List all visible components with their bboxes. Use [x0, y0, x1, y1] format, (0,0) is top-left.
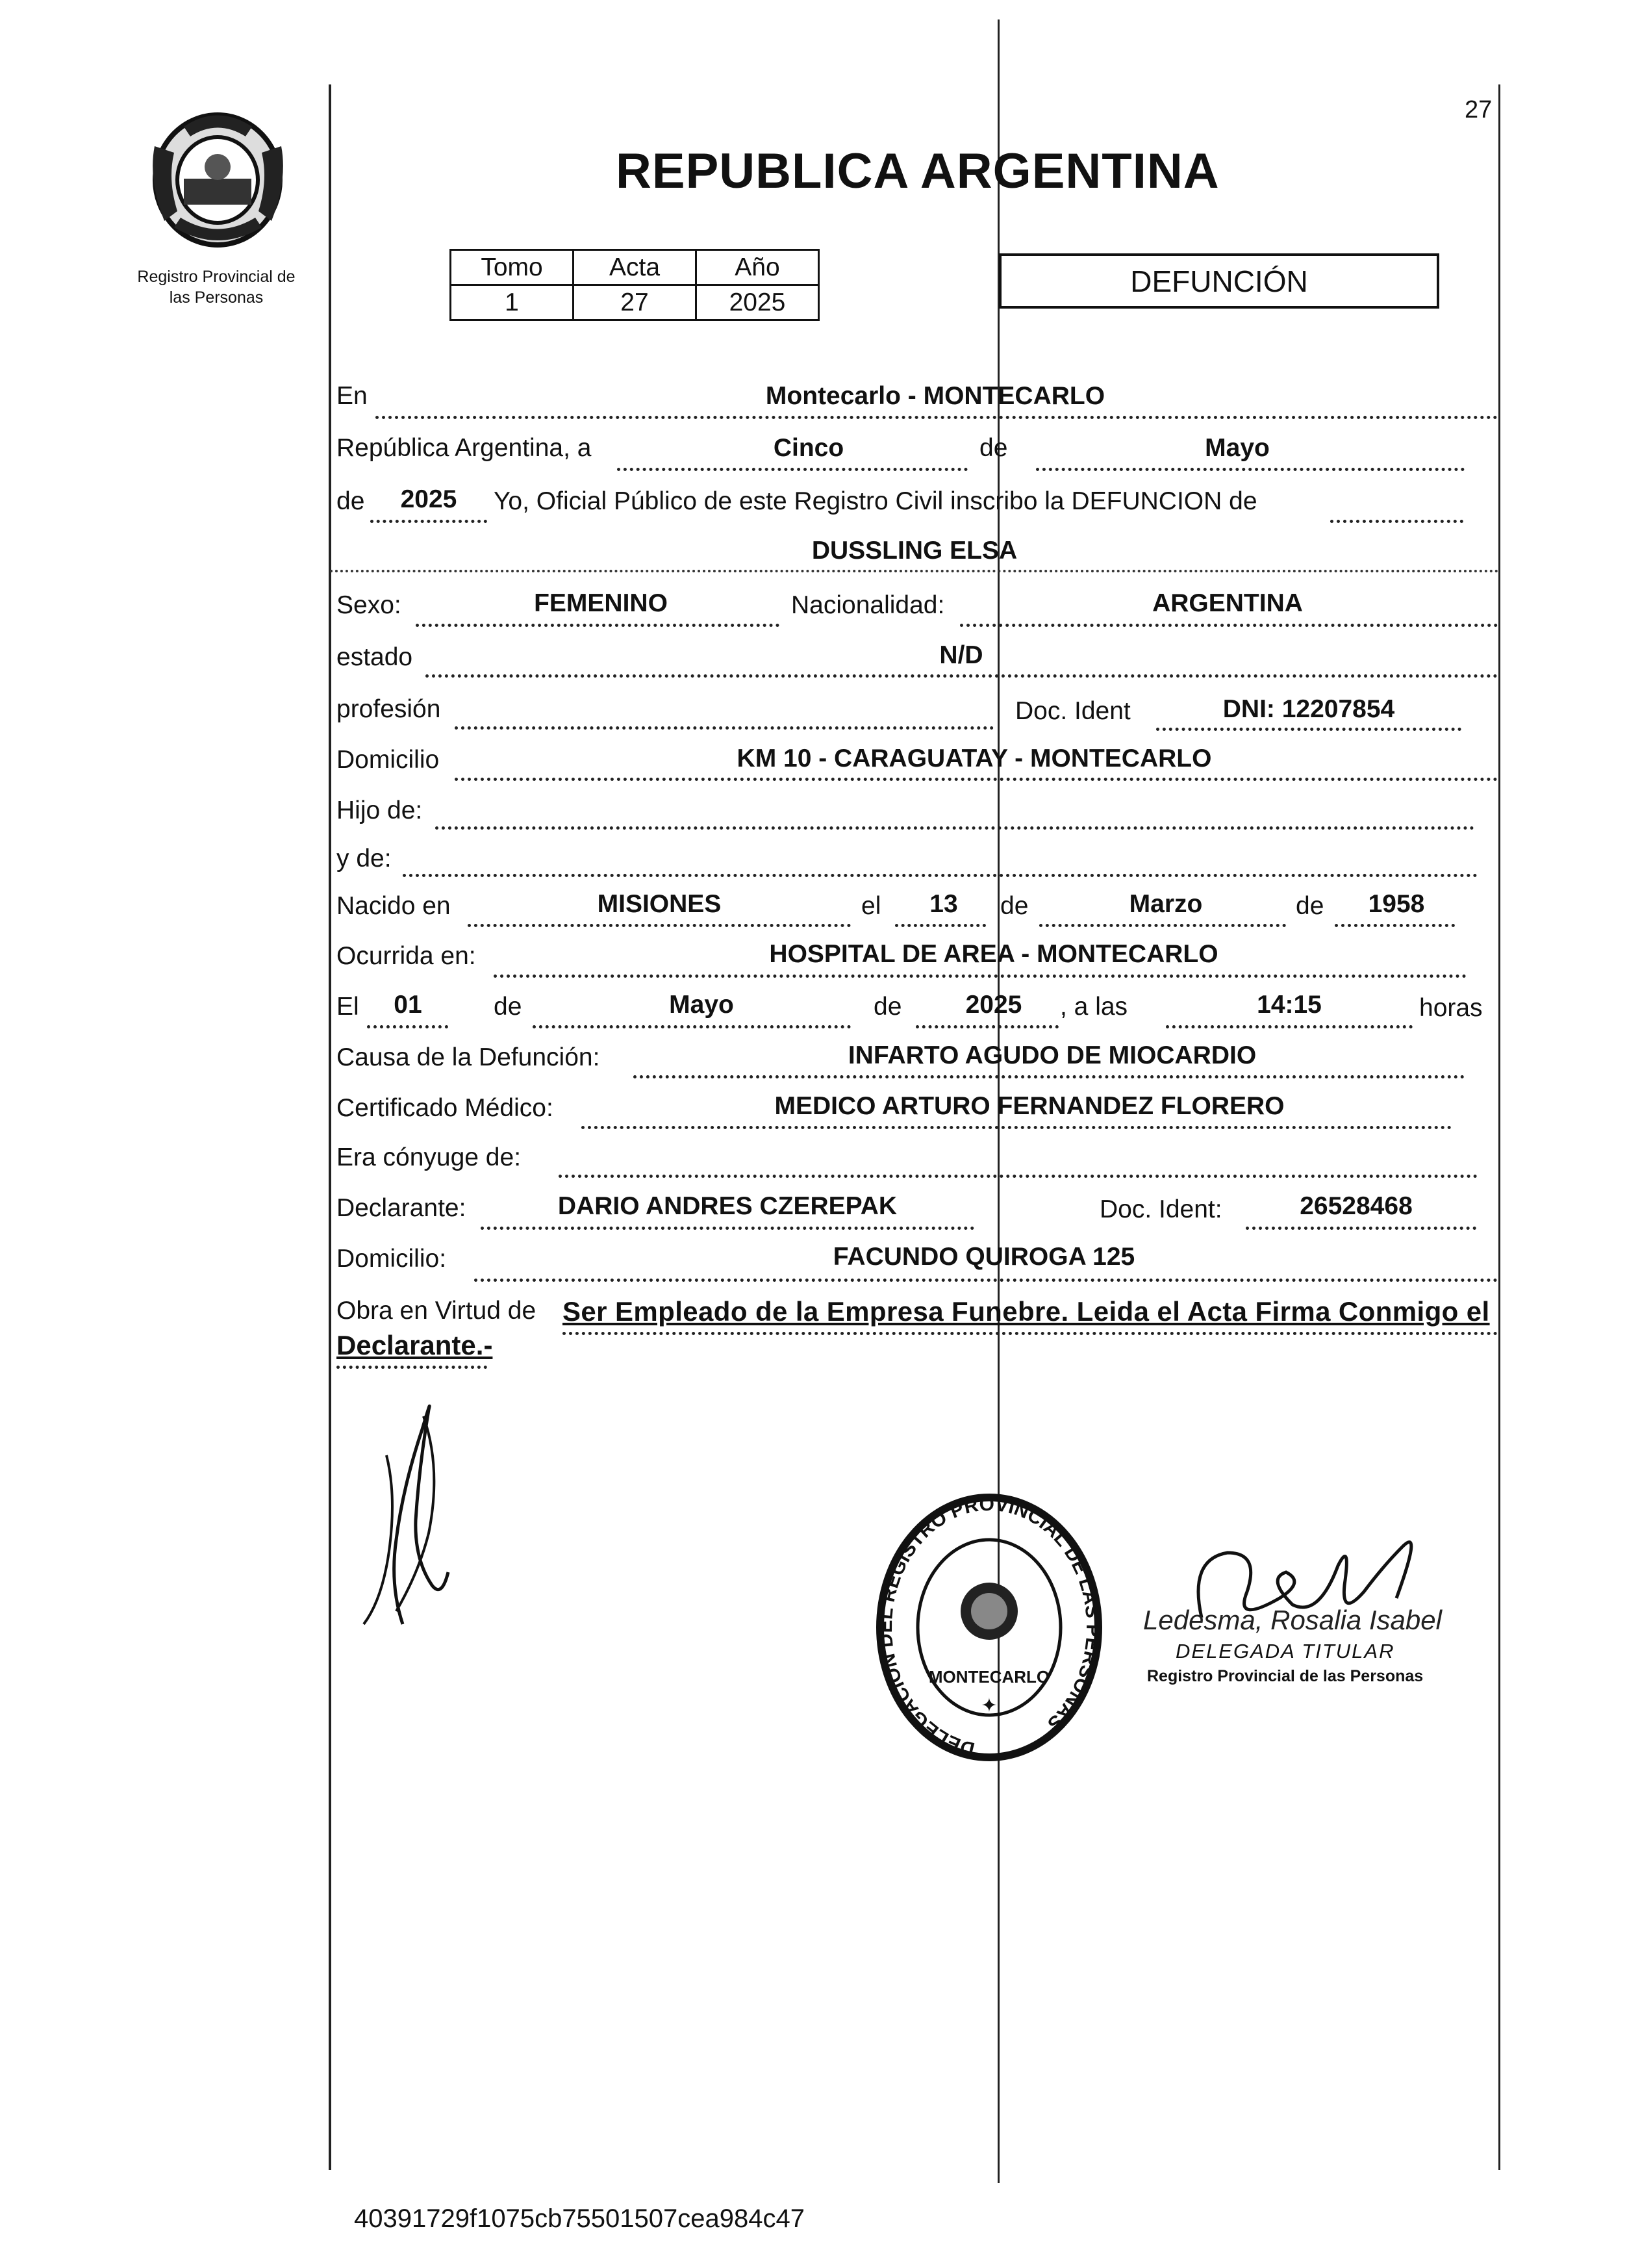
doc-ident-value: DNI: 12207854 [1222, 695, 1395, 723]
declarante-domicilio-label: Domicilio: [336, 1245, 447, 1273]
signatory-name: Ledesma, Rosalia Isabel [1143, 1605, 1442, 1635]
a-las-label: , a las [1060, 993, 1128, 1021]
nac-mes-dotted-line [1039, 924, 1286, 927]
el-label: el [861, 892, 881, 920]
obra-dotted-line [562, 1332, 1498, 1335]
de-label: de [979, 434, 1008, 462]
anio-dotted-line [370, 520, 487, 523]
el2-label: El [336, 993, 359, 1021]
yde-label: y de: [336, 845, 392, 873]
def-anio-value: 2025 [965, 991, 1022, 1019]
ocurrida-label: Ocurrida en: [336, 942, 476, 970]
mes-value: Mayo [1205, 434, 1270, 462]
def-mes-dotted-line [533, 1025, 851, 1028]
issuer-name [109, 266, 323, 308]
domicilio-dotted-line [455, 778, 1498, 781]
declarante-label: Declarante: [336, 1194, 466, 1222]
signatory-block [1143, 1605, 1442, 1686]
record-table [449, 249, 820, 321]
nac-de2-label: de [1296, 892, 1324, 920]
declarante-domicilio-dotted-line [474, 1279, 1498, 1282]
record-type: DEFUNCIÓN [1130, 264, 1308, 298]
def-dia-value: 01 [394, 991, 422, 1019]
causa-label: Causa de la Defunción: [336, 1043, 600, 1071]
deceased-name: DUSSLING ELSA [811, 537, 1018, 565]
hora-dotted-line [1166, 1025, 1413, 1028]
declarant-signature [351, 1390, 468, 1631]
sexo-dotted-line [416, 624, 779, 627]
estado-label: estado [336, 643, 413, 671]
record-table-header-row [451, 250, 819, 285]
nac-anio-dotted-line [1335, 924, 1455, 927]
declarante-doc-value: 26528468 [1300, 1192, 1413, 1220]
en-dotted-line [375, 416, 1498, 419]
conyuge-dotted-line [559, 1175, 1478, 1178]
signatory-role: DELEGADA TITULAR [1176, 1640, 1395, 1663]
stamp-text: DELEGACION DEL REGISTRO PROVINCIAL DE LAS PERSONAS [874, 1493, 1104, 1760]
obra-dotted-line-2 [336, 1366, 487, 1369]
declarante-dotted-line [481, 1227, 974, 1230]
declarante-doc-label: Doc. Ident: [1100, 1195, 1222, 1223]
declarante-domicilio-value: FACUNDO QUIROGA 125 [833, 1243, 1135, 1271]
yde-dotted-line [403, 874, 1478, 877]
estado-value: N/D [939, 641, 983, 669]
acta-value: 27 [574, 285, 696, 320]
doc-ident-label: Doc. Ident [1015, 697, 1131, 725]
def-mes-value: Mayo [669, 991, 734, 1019]
def-de2-label: de [874, 993, 902, 1021]
nacido-dotted-line [468, 924, 851, 927]
svg-text:✦: ✦ [981, 1695, 998, 1716]
hijo-dotted-line [435, 826, 1474, 830]
anio-header: Año [696, 250, 819, 285]
certificado-value: MEDICO ARTURO FERNANDEZ FLORERO [774, 1092, 1285, 1120]
def-de-label: de [494, 993, 522, 1021]
nac-de-label: de [1000, 892, 1029, 920]
obra-value-line2: Declarante.- [336, 1330, 493, 1360]
en-label: En [336, 382, 368, 410]
nacionalidad-dotted-line [960, 624, 1498, 627]
official-stamp [872, 1488, 1106, 1767]
anio-value: 2025 [696, 285, 819, 320]
nacionalidad-value: ARGENTINA [1152, 589, 1303, 617]
nac-dia-dotted-line [895, 924, 986, 927]
right-margin-line [1498, 84, 1500, 2170]
yo-dotted-line [1330, 520, 1463, 523]
causa-value: INFARTO AGUDO DE MIOCARDIO [848, 1041, 1257, 1069]
ocurrida-dotted-line [494, 975, 1467, 978]
domicilio-label: Domicilio [336, 746, 440, 774]
profesion-label: profesión [336, 695, 441, 723]
def-anio-dotted-line [916, 1025, 1059, 1028]
obra-label: Obra en Virtud de [336, 1297, 536, 1325]
dia-value: Cinco [773, 434, 844, 462]
nac-anio-value: 1958 [1368, 890, 1425, 918]
declarante-doc-dotted-line [1246, 1227, 1476, 1230]
hijo-label: Hijo de: [336, 796, 423, 824]
nac-dia-value: 13 [929, 890, 958, 918]
profesion-dotted-line [455, 726, 994, 730]
province-coat-of-arms-logo [148, 107, 288, 253]
nacido-label: Nacido en [336, 892, 451, 920]
left-margin-line [329, 84, 331, 2170]
anio-inscripcion-value: 2025 [400, 485, 457, 513]
tomo-value: 1 [451, 285, 574, 320]
stamp-place: MONTECARLO [928, 1667, 1050, 1687]
tomo-header: Tomo [451, 250, 574, 285]
doc-ident-dotted-line [1156, 728, 1461, 731]
de2-label: de [336, 487, 365, 515]
yo-text: Yo, Oficial Público de este Registro Civil inscribo la DEFUNCION de [494, 487, 1257, 515]
sexo-value: FEMENINO [534, 589, 668, 617]
estado-dotted-line [425, 674, 1498, 678]
ocurrida-value: HOSPITAL DE AREA - MONTECARLO [769, 940, 1218, 968]
en-value: Montecarlo - MONTECARLO [765, 382, 1105, 410]
issuer-line-2: las Personas [169, 288, 264, 307]
hora-value: 14:15 [1257, 991, 1322, 1019]
horas-label: horas [1419, 994, 1483, 1022]
acta-header: Acta [574, 250, 696, 285]
certificado-label: Certificado Médico: [336, 1094, 553, 1122]
republica-label: República Argentina, a [336, 434, 592, 462]
obra-value-line1: Ser Empleado de la Empresa Funebre. Leida el Acta Firma Conmigo el [562, 1296, 1490, 1327]
certificado-dotted-line [581, 1126, 1452, 1129]
document-hash: 40391729f1075cb75501507cea984c47 [354, 2204, 805, 2233]
document-title: REPUBLICA ARGENTINA [616, 144, 1220, 199]
domicilio-value: KM 10 - CARAGUATAY - MONTECARLO [737, 745, 1212, 772]
causa-dotted-line [633, 1075, 1465, 1078]
sexo-label: Sexo: [336, 591, 401, 619]
dia-dotted-line [617, 468, 968, 471]
nacionalidad-label: Nacionalidad: [791, 591, 945, 619]
record-type-box [999, 253, 1439, 309]
declarante-value: DARIO ANDRES CZEREPAK [557, 1192, 898, 1220]
page-number: 27 [1465, 96, 1493, 123]
signatory-office: Registro Provincial de las Personas [1147, 1667, 1424, 1685]
record-table-value-row [451, 285, 819, 320]
name-dotted-line [330, 570, 1499, 572]
conyuge-label: Era cónyuge de: [336, 1143, 522, 1171]
nac-mes-value: Marzo [1129, 890, 1203, 918]
nacido-value: MISIONES [597, 890, 722, 918]
def-dia-dotted-line [367, 1025, 448, 1028]
issuer-line-1: Registro Provincial de [137, 268, 296, 286]
mes-dotted-line [1036, 468, 1465, 471]
